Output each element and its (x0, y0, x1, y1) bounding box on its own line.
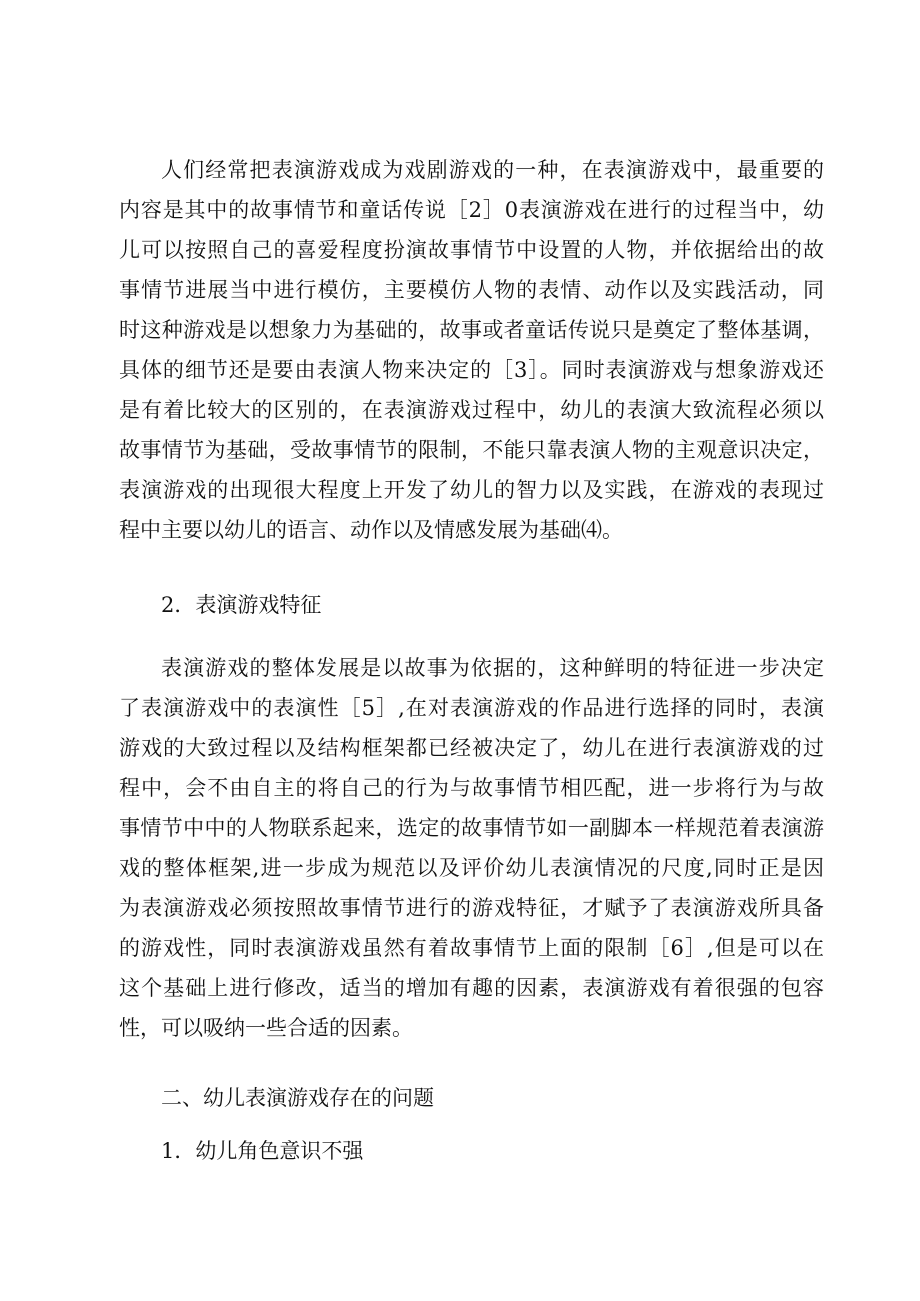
paragraph-2-line-7: 为表演游戏必须按照故事情节进行的游戏特征，才赋予了表演游戏所具备 (119, 896, 824, 920)
paragraph-1-line-1: 人们经常把表演游戏成为戏剧游戏的一种，在表演游戏中，最重要的 (161, 158, 824, 182)
paragraph-1-line-4: 事情节进展当中进行模仿，主要模仿人物的表情、动作以及实践活动，同 (119, 278, 824, 302)
paragraph-1-line-5: 时这种游戏是以想象力为基础的，故事或者童话传说只是奠定了整体基调， (119, 318, 824, 342)
paragraph-1-line-8: 故事情节为基础，受故事情节的限制，不能只靠表演人物的主观意识决定， (119, 438, 824, 462)
subheading-role-awareness: 1．幼儿角色意识不强 (161, 1139, 364, 1163)
paragraph-2-line-8: 的游戏性，同时表演游戏虽然有着故事情节上面的限制［6］,但是可以在 (119, 936, 824, 960)
section-heading-problems: 二、幼儿表演游戏存在的问题 (161, 1086, 434, 1110)
paragraph-1-line-3: 儿可以按照自己的喜爱程度扮演故事情节中设置的人物，并依据给出的故 (119, 238, 824, 262)
paragraph-1-line-9: 表演游戏的出现很大程度上开发了幼儿的智力以及实践，在游戏的表现过 (119, 478, 824, 502)
paragraph-2-line-4: 程中，会不由自主的将自己的行为与故事情节相匹配，进一步将行为与故 (119, 776, 824, 800)
paragraph-2-line-1: 表演游戏的整体发展是以故事为依据的，这种鲜明的特征进一步决定 (161, 656, 824, 680)
paragraph-2-line-3: 游戏的大致过程以及结构框架都已经被决定了，幼儿在进行表演游戏的过 (119, 736, 824, 760)
paragraph-2-line-5: 事情节中中的人物联系起来，选定的故事情节如一副脚本一样规范着表演游 (119, 816, 824, 840)
paragraph-2-line-6: 戏的整体框架,进一步成为规范以及评价幼儿表演情况的尺度,同时正是因 (119, 856, 824, 880)
paragraph-1-line-2: 内容是其中的故事情节和童话传说［2］0表演游戏在进行的过程当中，幼 (119, 198, 824, 222)
paragraph-2-line-9: 这个基础上进行修改，适当的增加有趣的因素，表演游戏有着很强的包容 (119, 976, 824, 1000)
subheading-features: 2．表演游戏特征 (161, 593, 322, 617)
paragraph-1-line-7: 是有着比较大的区别的，在表演游戏过程中，幼儿的表演大致流程必须以 (119, 398, 824, 422)
paragraph-1-line-10: 程中主要以幼儿的语言、动作以及情感发展为基础⑷。 (119, 518, 623, 542)
paragraph-2-line-2: 了表演游戏中的表演性［5］,在对表演游戏的作品进行选择的同时，表演 (119, 696, 824, 720)
paragraph-1-line-6: 具体的细节还是要由表演人物来决定的［3］。同时表演游戏与想象游戏还 (119, 358, 824, 382)
paragraph-2-line-10: 性，可以吸纳一些合适的因素。 (119, 1016, 413, 1040)
